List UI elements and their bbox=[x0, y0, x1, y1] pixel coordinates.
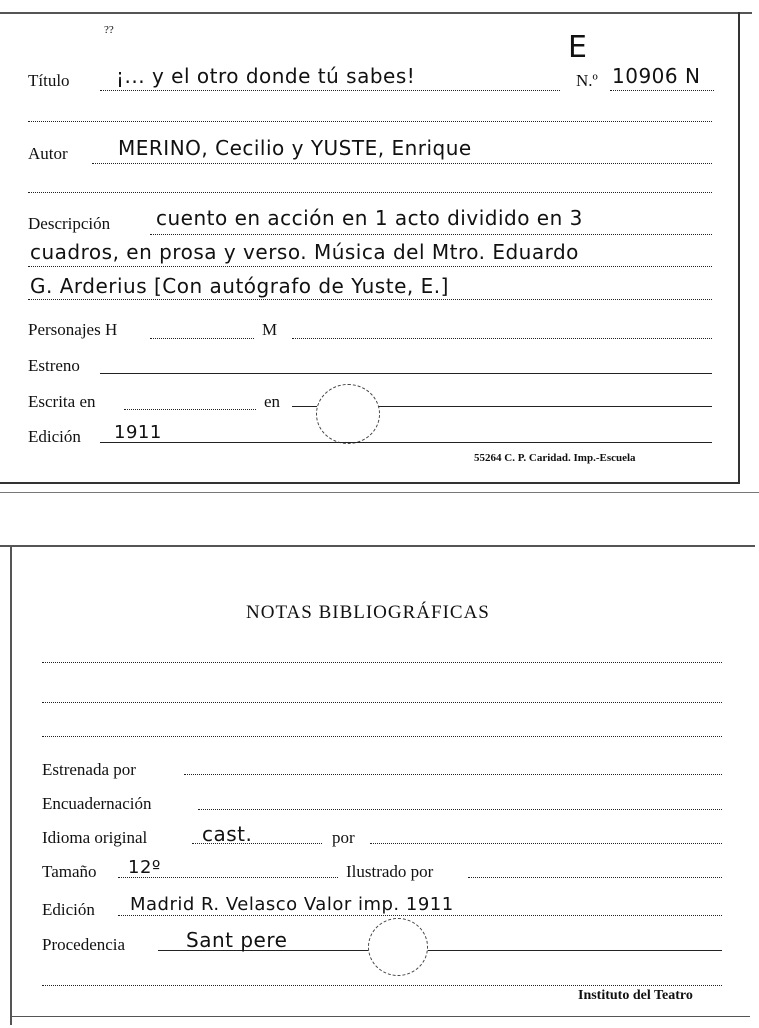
numero-line bbox=[610, 90, 714, 91]
descripcion-text-2: cuadros, en prosa y verso. Música del Mtro. Eduardo bbox=[30, 240, 579, 264]
estrenada-line bbox=[184, 774, 722, 775]
descripcion-label: Descripción bbox=[28, 214, 111, 233]
printer-imprint: 55264 C. P. Caridad. Imp.-Escuela bbox=[474, 452, 636, 464]
punch-hole-1 bbox=[316, 384, 380, 444]
personajes-h-line bbox=[150, 338, 254, 339]
edicion-line bbox=[100, 442, 712, 443]
autor-extra-line bbox=[28, 192, 712, 193]
card1-bottom-border bbox=[0, 482, 740, 484]
ilustrado-line bbox=[468, 877, 722, 878]
notas-heading: NOTAS BIBLIOGRÁFICAS bbox=[246, 602, 490, 623]
edicion-value: 1911 bbox=[114, 422, 162, 443]
titulo-line bbox=[100, 90, 560, 91]
notas-line-2 bbox=[42, 702, 722, 703]
procedencia-extra-line bbox=[42, 985, 722, 986]
card2-top-border bbox=[0, 545, 755, 547]
estreno-label: Estreno bbox=[28, 356, 80, 375]
edicion2-label: Edición bbox=[42, 900, 95, 919]
card2-bottom-border bbox=[10, 1016, 750, 1017]
descripcion-line-1 bbox=[150, 234, 712, 235]
edicion2-value: Madrid R. Velasco Valor imp. 1911 bbox=[130, 894, 454, 915]
titulo-label: Título bbox=[28, 71, 70, 90]
numero-value: 10906 N bbox=[612, 64, 701, 88]
idioma-por-label: por bbox=[332, 828, 355, 847]
encuadernacion-line bbox=[198, 809, 722, 810]
idioma-label: Idioma original bbox=[42, 828, 148, 847]
notas-line-1 bbox=[42, 662, 722, 663]
escrita-en-label: en bbox=[264, 392, 281, 411]
escrita-label: Escrita en bbox=[28, 392, 96, 411]
descripcion-line-2 bbox=[28, 266, 712, 267]
encuadernacion-label: Encuadernación bbox=[42, 794, 152, 813]
personajes-label: Personajes H bbox=[28, 320, 118, 339]
personajes-m-label: M bbox=[262, 320, 278, 339]
autor-line bbox=[92, 163, 712, 164]
descripcion-text-1: cuento en acción en 1 acto dividido en 3 bbox=[156, 206, 583, 230]
tamano-value: 12º bbox=[128, 857, 161, 878]
descripcion-line-3 bbox=[28, 299, 712, 300]
card1-top-border bbox=[0, 12, 752, 14]
tamano-label: Tamaño bbox=[42, 862, 97, 881]
card-separator-line bbox=[0, 492, 759, 493]
card1-right-border bbox=[738, 12, 740, 482]
ilustrado-label: Ilustrado por bbox=[346, 862, 434, 881]
titulo-value: ¡... y el otro donde tú sabes! bbox=[116, 64, 416, 88]
personajes-m-line bbox=[292, 338, 712, 339]
edicion-label: Edición bbox=[28, 427, 81, 446]
autor-label: Autor bbox=[28, 144, 68, 163]
autor-value: MERINO, Cecilio y YUSTE, Enrique bbox=[118, 136, 472, 160]
idioma-value: cast. bbox=[202, 822, 253, 846]
institution-footer: Instituto del Teatro bbox=[578, 988, 693, 1003]
corner-small-mark: ?? bbox=[104, 24, 114, 36]
idioma-por-line bbox=[370, 843, 722, 844]
card2-left-border bbox=[10, 545, 12, 1025]
punch-hole-2 bbox=[368, 918, 428, 976]
escrita-line bbox=[124, 409, 256, 410]
notas-line-3 bbox=[42, 736, 722, 737]
procedencia-label: Procedencia bbox=[42, 935, 126, 954]
numero-label: N.º bbox=[576, 71, 598, 90]
procedencia-value: Sant pere bbox=[186, 928, 288, 952]
estreno-line bbox=[100, 373, 712, 374]
titulo-extra-line bbox=[28, 121, 712, 122]
edicion2-line bbox=[118, 915, 722, 916]
estrenada-label: Estrenada por bbox=[42, 760, 136, 779]
descripcion-text-3: G. Arderius [Con autógrafo de Yuste, E.] bbox=[30, 274, 449, 298]
corner-letter-mark: E bbox=[568, 30, 588, 65]
